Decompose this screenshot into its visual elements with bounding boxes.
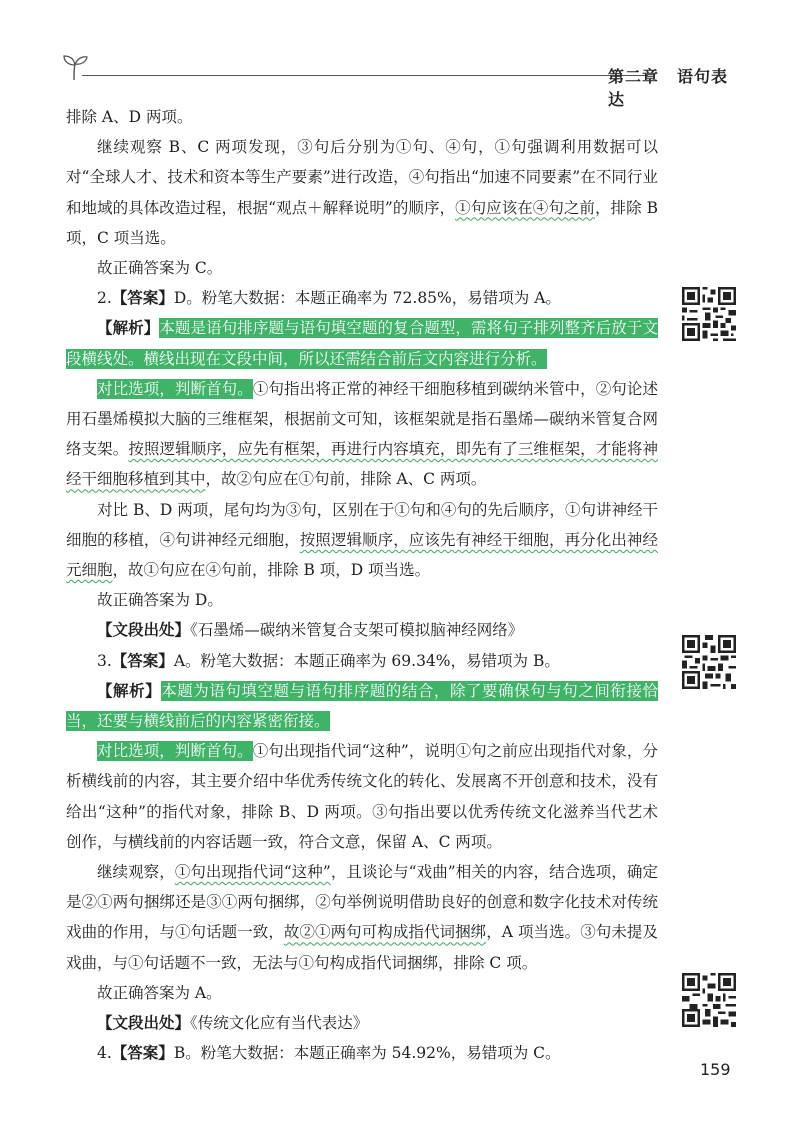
paragraph: [66, 374, 658, 495]
header-rule: [82, 75, 648, 76]
answer-text: A。粉笔大数据：本题正确率为 69.34%，易错项为 B。: [173, 651, 560, 670]
highlighted-text: 本题为语句填空题与语句排序题的结合，除了要确保句与句之间衔接恰当，还要与横线前后的内容紧密衔接。: [66, 681, 658, 731]
source-line: [66, 615, 658, 645]
underlined-text: 故②①两句可构成指代词捆绑: [283, 923, 487, 942]
answer-tag: 【答案】: [111, 1044, 174, 1063]
paragraph: 排除 A、D 两项。: [66, 108, 193, 126]
text-run: ，且谈论与“戏曲”相关的内容，结合选项，确定是②①两句捆绑还是③①两句捆绑，②句举例说明借助良好的创意和数字化技术对传统戏曲的作用，与①句话题一致，: [66, 863, 658, 942]
source-tag: 【文段出处】: [97, 1014, 191, 1033]
source-tag: 【文段出处】: [97, 621, 191, 640]
sprout-icon: [60, 50, 90, 84]
chapter-number: 第二章: [608, 67, 660, 86]
text-run: ，故②句应在①句前，排除 A、C 两项。: [205, 470, 487, 489]
text-run: 继续观察，: [97, 863, 175, 882]
paragraph: [66, 132, 658, 253]
paragraph: 故正确答案为 A。: [97, 983, 222, 1002]
text-run: ，A 项当选。③句未提及戏曲，与①句话题不一致，无法与①句构成指代词捆绑，排除 C 项。: [66, 923, 658, 972]
underlined-text: ①句出现指代词“这种”: [174, 863, 331, 882]
source-line: [66, 1008, 658, 1038]
source-title: 《石墨烯—碳纳米管复合支架可模拟脑神经网络》: [190, 621, 524, 640]
text-run: ①句出现指代词“这种”，说明①句之前应出现指代对象，分析横线前的内容，其主要介绍中华优秀传统文化的转化、发展离不开创意和技术，没有给出“这种”的指代对象，排除 B、D 两项。③句指出要以优秀传统文化滋养当代艺术创作，与横线前的内容话题一致，符合文意，保留 A、C 两项。: [66, 742, 658, 851]
analysis-tag: 【解析】: [97, 681, 162, 700]
paragraph: 故正确答案为 C。: [97, 259, 223, 278]
text-run: ，故①句应在④句前，排除 B 项，D 项当选。: [112, 561, 431, 580]
qr-code-icon[interactable]: [682, 287, 736, 341]
highlighted-text: 对比选项，判断首句。: [97, 379, 253, 398]
paragraph: [66, 857, 658, 978]
question-number: 3.: [97, 651, 112, 670]
highlighted-text: 对比选项，判断首句。: [97, 742, 253, 761]
paragraph: 故正确答案为 D。: [97, 591, 223, 610]
analysis-paragraph: [66, 313, 658, 373]
text-run: ①句指出将正常的神经干细胞移植到碳纳米管中，②句论述用石墨烯模拟大脑的三维框架，根据前文可知，该框架就是指石墨烯—碳纳米管复合网络支架。: [66, 379, 658, 459]
underlined-text: 按照逻辑顺序，应该先有神经干细胞，再分化出神经元细胞: [66, 530, 658, 580]
question-number: 4.: [97, 1044, 112, 1063]
analysis-paragraph: [66, 676, 658, 736]
paragraph: [66, 495, 658, 586]
source-title: 《传统文化应有当代表达》: [190, 1014, 369, 1033]
text-run: 继续观察 B、C 两项发现，③句后分别为①句、④句，①句强调利用数据可以对“全球人才、技术和资本等生产要素”进行改造，④句指出“加速不同要素”在不同行业和地域的具体改造过程，根据“观点＋解释说明”的顺序，: [66, 138, 658, 217]
analysis-tag: 【解析】: [97, 319, 160, 338]
section-name: 语句表达: [608, 67, 729, 109]
question-answer: [66, 646, 658, 676]
qr-code-icon[interactable]: [682, 635, 736, 689]
answer-tag: 【答案】: [111, 651, 174, 670]
text-run: 对比 B、D 两项，尾句均为③句，区别在于①句和④句的先后顺序，①句讲神经干细胞的移植，④句讲神经元细胞，: [66, 500, 658, 549]
underlined-text: 按照逻辑顺序，应先有框架，再进行内容填充，即先有了三维框架，才能将神经干细胞移植到其中: [66, 440, 658, 489]
question-number: 2.: [97, 289, 112, 308]
paragraph: [66, 736, 658, 857]
question-answer: [66, 283, 658, 313]
page-content: [66, 102, 658, 1069]
highlighted-text: 本题是语句排序题与语句填空题的复合题型，需将句子排列整齐后放于文段横线处。横线出现在文段中间，所以还需结合前后文内容进行分析。: [66, 319, 658, 368]
page-number: 159: [700, 1060, 731, 1079]
page-header: [60, 50, 736, 109]
underlined-text: ①句应该在④句之前: [455, 198, 595, 217]
text-run: ，排除 B 项，C 项当选。: [66, 198, 658, 247]
answer-text: D。粉笔大数据：本题正确率为 72.85%，易错项为 A。: [173, 289, 561, 308]
question-answer: [66, 1038, 658, 1068]
answer-tag: 【答案】: [111, 289, 174, 308]
answer-text: B。粉笔大数据：本题正确率为 54.92%，易错项为 C。: [173, 1044, 561, 1063]
qr-code-icon[interactable]: [682, 973, 736, 1027]
